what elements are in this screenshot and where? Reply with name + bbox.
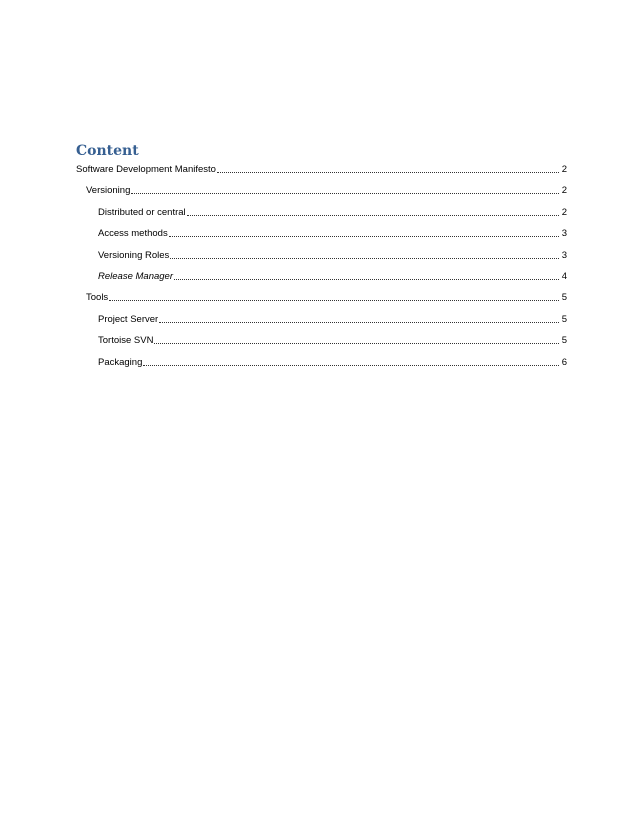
toc-entry-distributed-or-central[interactable] [76,207,567,218]
toc-dot-leader [217,164,559,173]
toc-page-number: 5 [561,313,567,325]
toc-entry-release-manager[interactable] [76,271,567,282]
toc-page-number: 3 [561,228,567,240]
toc-dot-leader [159,314,559,323]
toc-entry-packaging[interactable] [76,357,567,368]
toc-entry-label: Tortoise SVN [98,335,154,347]
toc-entry-versioning[interactable] [76,185,567,196]
toc-dot-leader [143,357,559,366]
toc-entry-label: Project Server [98,313,159,325]
toc-heading: Content [76,143,139,159]
toc-entry-label: Distributed or central [98,206,186,218]
toc-dot-leader [170,250,559,259]
toc-dot-leader [109,292,559,301]
toc-entry-software-development-manifesto[interactable] [76,164,567,175]
toc-page-number: 5 [561,335,567,347]
toc-entry-label: Software Development Manifesto [76,164,216,175]
toc-page-number: 2 [561,206,567,218]
toc-page-number: 5 [561,292,567,304]
toc-page-number: 4 [561,270,567,282]
toc-page-number: 2 [561,164,567,175]
toc-entry-label: Packaging [98,356,143,368]
toc-entry-label: Versioning Roles [98,249,170,261]
toc-page-number: 3 [561,249,567,261]
toc-entry-versioning-roles[interactable] [76,250,567,261]
toc-dot-leader [154,335,559,344]
table-of-contents [76,142,567,378]
toc-dot-leader [187,207,559,216]
toc-entry-label: Tools [86,292,109,304]
toc-entry-tools[interactable] [76,292,567,303]
toc-dot-leader [131,185,559,194]
toc-entry-access-methods[interactable] [76,228,567,239]
toc-entry-tortoise-svn[interactable] [76,335,567,346]
toc-page-number: 2 [561,185,567,197]
toc-dot-leader [169,228,559,237]
toc-entry-label: Access methods [98,228,168,240]
toc-entry-project-server[interactable] [76,314,567,325]
toc-entry-label: Release Manager [98,270,173,282]
toc-entry-label: Versioning [86,185,131,197]
toc-dot-leader [174,271,559,280]
toc-page-number: 6 [561,356,567,368]
